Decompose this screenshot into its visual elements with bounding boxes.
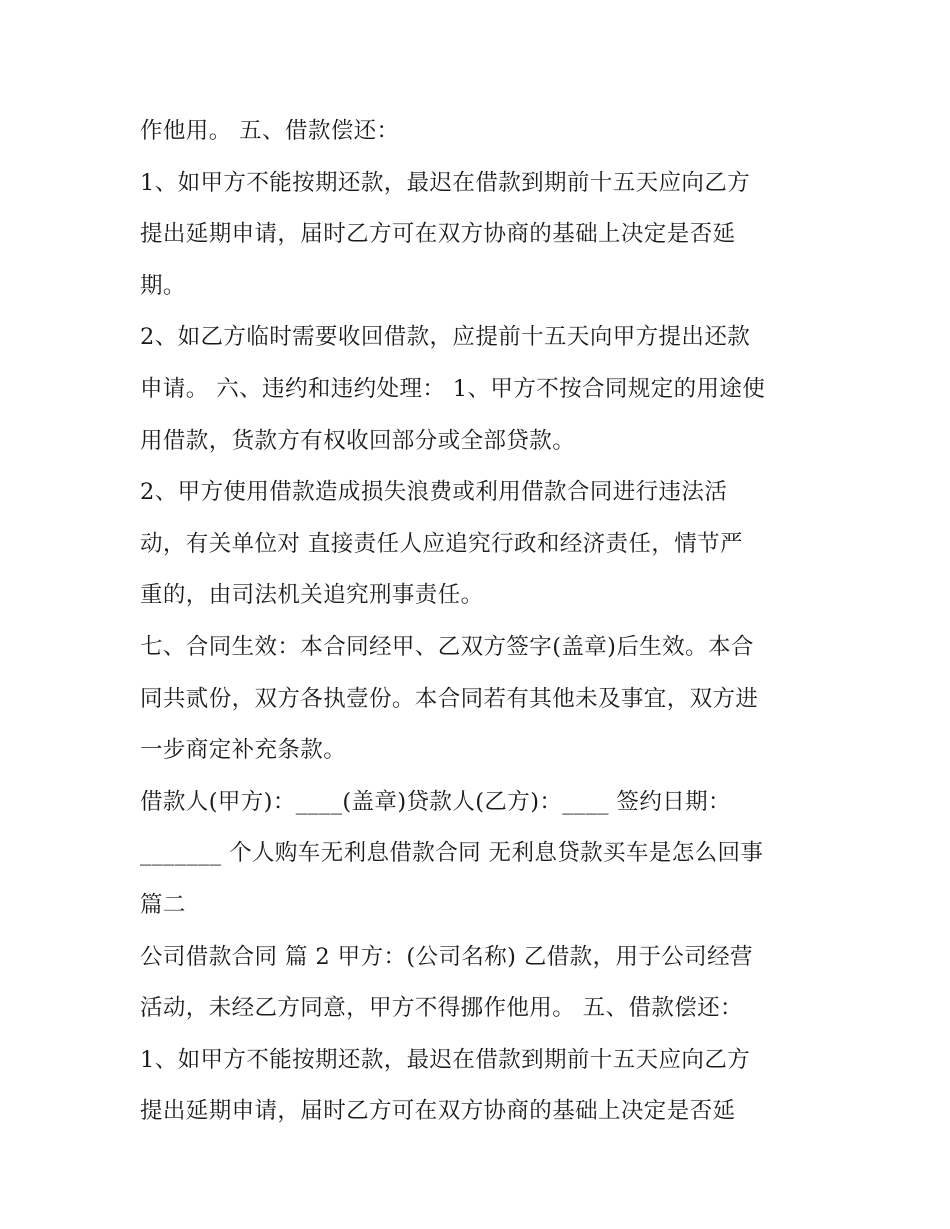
text-line: 申请。 六、违约和违约处理： 1、甲方不按合同规定的用途使	[140, 375, 766, 402]
text-line: 期。	[140, 272, 186, 299]
text-line: 提出延期申请，届时乙方可在双方协商的基础上决定是否延	[140, 1098, 736, 1125]
text-line: 用借款，货款方有权收回部分或全部贷款。	[140, 427, 576, 454]
text-line: 2、甲方使用借款造成损失浪费或利用借款合同进行违法活	[140, 479, 728, 506]
text-line: 1、如甲方不能按期还款，最迟在借款到期前十五天应向乙方	[140, 1046, 751, 1073]
text-line: 作他用。 五、借款偿还：	[140, 118, 400, 144]
text-line: 一步商定补充条款。	[140, 737, 347, 764]
text-line: 2、如乙方临时需要收回借款，应提前十五天向甲方提出还款	[140, 324, 751, 351]
text-line: 提出延期申请，届时乙方可在双方协商的基础上决定是否延	[140, 221, 736, 248]
text-line: 七、合同生效：本合同经甲、乙双方签字(盖章)后生效。本合	[140, 633, 754, 660]
text-line: 动，有关单位对 直接责任人应追究行政和经济责任，情节严	[140, 530, 743, 557]
contract-text	[140, 112, 830, 1144]
text-line: 同共贰份，双方各执壹份。本合同若有其他未及事宜，双方进	[140, 685, 759, 712]
text-line: _______ 个人购车无利息借款合同 无利息贷款买车是怎么回事	[140, 840, 764, 867]
text-line: 重的，由司法机关追究刑事责任。	[140, 582, 484, 609]
text-line: 借款人(甲方)：____(盖章)贷款人(乙方)：____ 签约日期：	[140, 788, 731, 815]
text-line: 篇二	[140, 891, 186, 918]
text-line: 活动，未经乙方同意，甲方不得挪作他用。 五、借款偿还：	[140, 995, 743, 1022]
text-line: 1、如甲方不能按期还款，最迟在借款到期前十五天应向乙方	[140, 169, 751, 196]
text-line: 公司借款合同 篇 2 甲方：(公司名称) 乙借款，用于公司经营	[140, 943, 753, 970]
